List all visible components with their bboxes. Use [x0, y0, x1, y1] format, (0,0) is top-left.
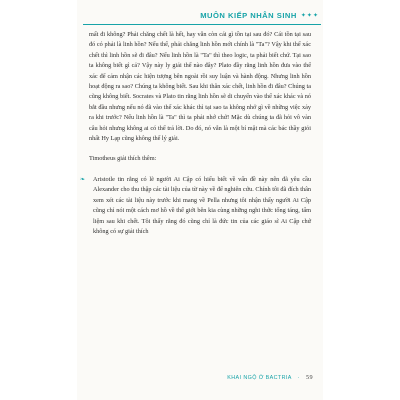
page-number: 59 [306, 374, 313, 381]
running-header [77, 11, 323, 20]
paragraph-quote [80, 175, 311, 237]
paragraph-quote-text: Aristotle tin rằng có lẽ người Ai Cập có hiểu biết về vấn đề này nên đã yêu cầu Alexander cho thu thập các tài liệu của từ này về để nghiên cứu. Chính tôi đã đích thân xem xét các tài liệu này trước khi mang về Pella nhưng tôi nhận thấy người Ai Cập cũng chỉ nói một cách mơ hồ về thế giới bên kia cùng những nghi thức tống táng, tẩm liệm sau khi chết. Tôi thấy rằng đó cũng chỉ là đức tin của các giáo sĩ Ai Cập chứ không có sự giải thích [93, 175, 311, 235]
page-body [80, 30, 311, 237]
running-title: MUÔN KIẾP NHÂN SINH [200, 11, 297, 20]
header-rule [83, 24, 321, 25]
paragraph-continued: mất đi không? Phải chăng chết là hết, hay vẫn còn cái gì tồn tại sau đó? Cái tồn tại sau đó có phải là linh hồn? Nếu thế, phải chăng linh hồn mới chính là "Ta"? Vậy khi thể xác chết thì linh hồn sẽ đi đâu? Nếu linh hồn là "Ta" thì theo logic, ta phải biết chứ. Tại sao ta không biết gì cả? Vậy này ly giải thế nào đây? Plato đầy rằng linh hồn đưa vào thể xác để cảm nhận các hiện tượng bên ngoài rồi suy luận và hành động. Nhưng linh hồn hoạt động ra sao? Chúng ta không biết. Sau khi thân xác chết, linh hồn đi đâu? Chúng ta cũng không biết. Socrates và Plato tin rằng linh hồn sẽ di chuyển vào thể xác khác và nó bắt đầu nhưng nếu nó đã vào thể xác khác thì tại sao ta không nhớ gì về những việc xảy ra khi trước? Nếu linh hồn là "Ta" thì ta phải nhớ chứ! Mặc dù chúng ta đã hỏi vô vàn câu hỏi nhưng không ai có thể trả lời. Do đó, nó vẫn là một bí mật mà các bác thầy giỏi nhất Hy Lạp cũng không thể lý giải. [89, 31, 311, 143]
footer-separator: · [297, 374, 300, 381]
paragraph-lead-in: Timotheus giải thích thêm: [89, 155, 157, 163]
running-footer [77, 374, 313, 381]
book-page [77, 0, 323, 400]
header-stars-ornament: ✦✦✦ [300, 13, 319, 19]
bullet-icon: ❧ [80, 176, 86, 183]
footer-chapter-title: KHAI NGỘ Ở BACTRIA [227, 374, 292, 381]
